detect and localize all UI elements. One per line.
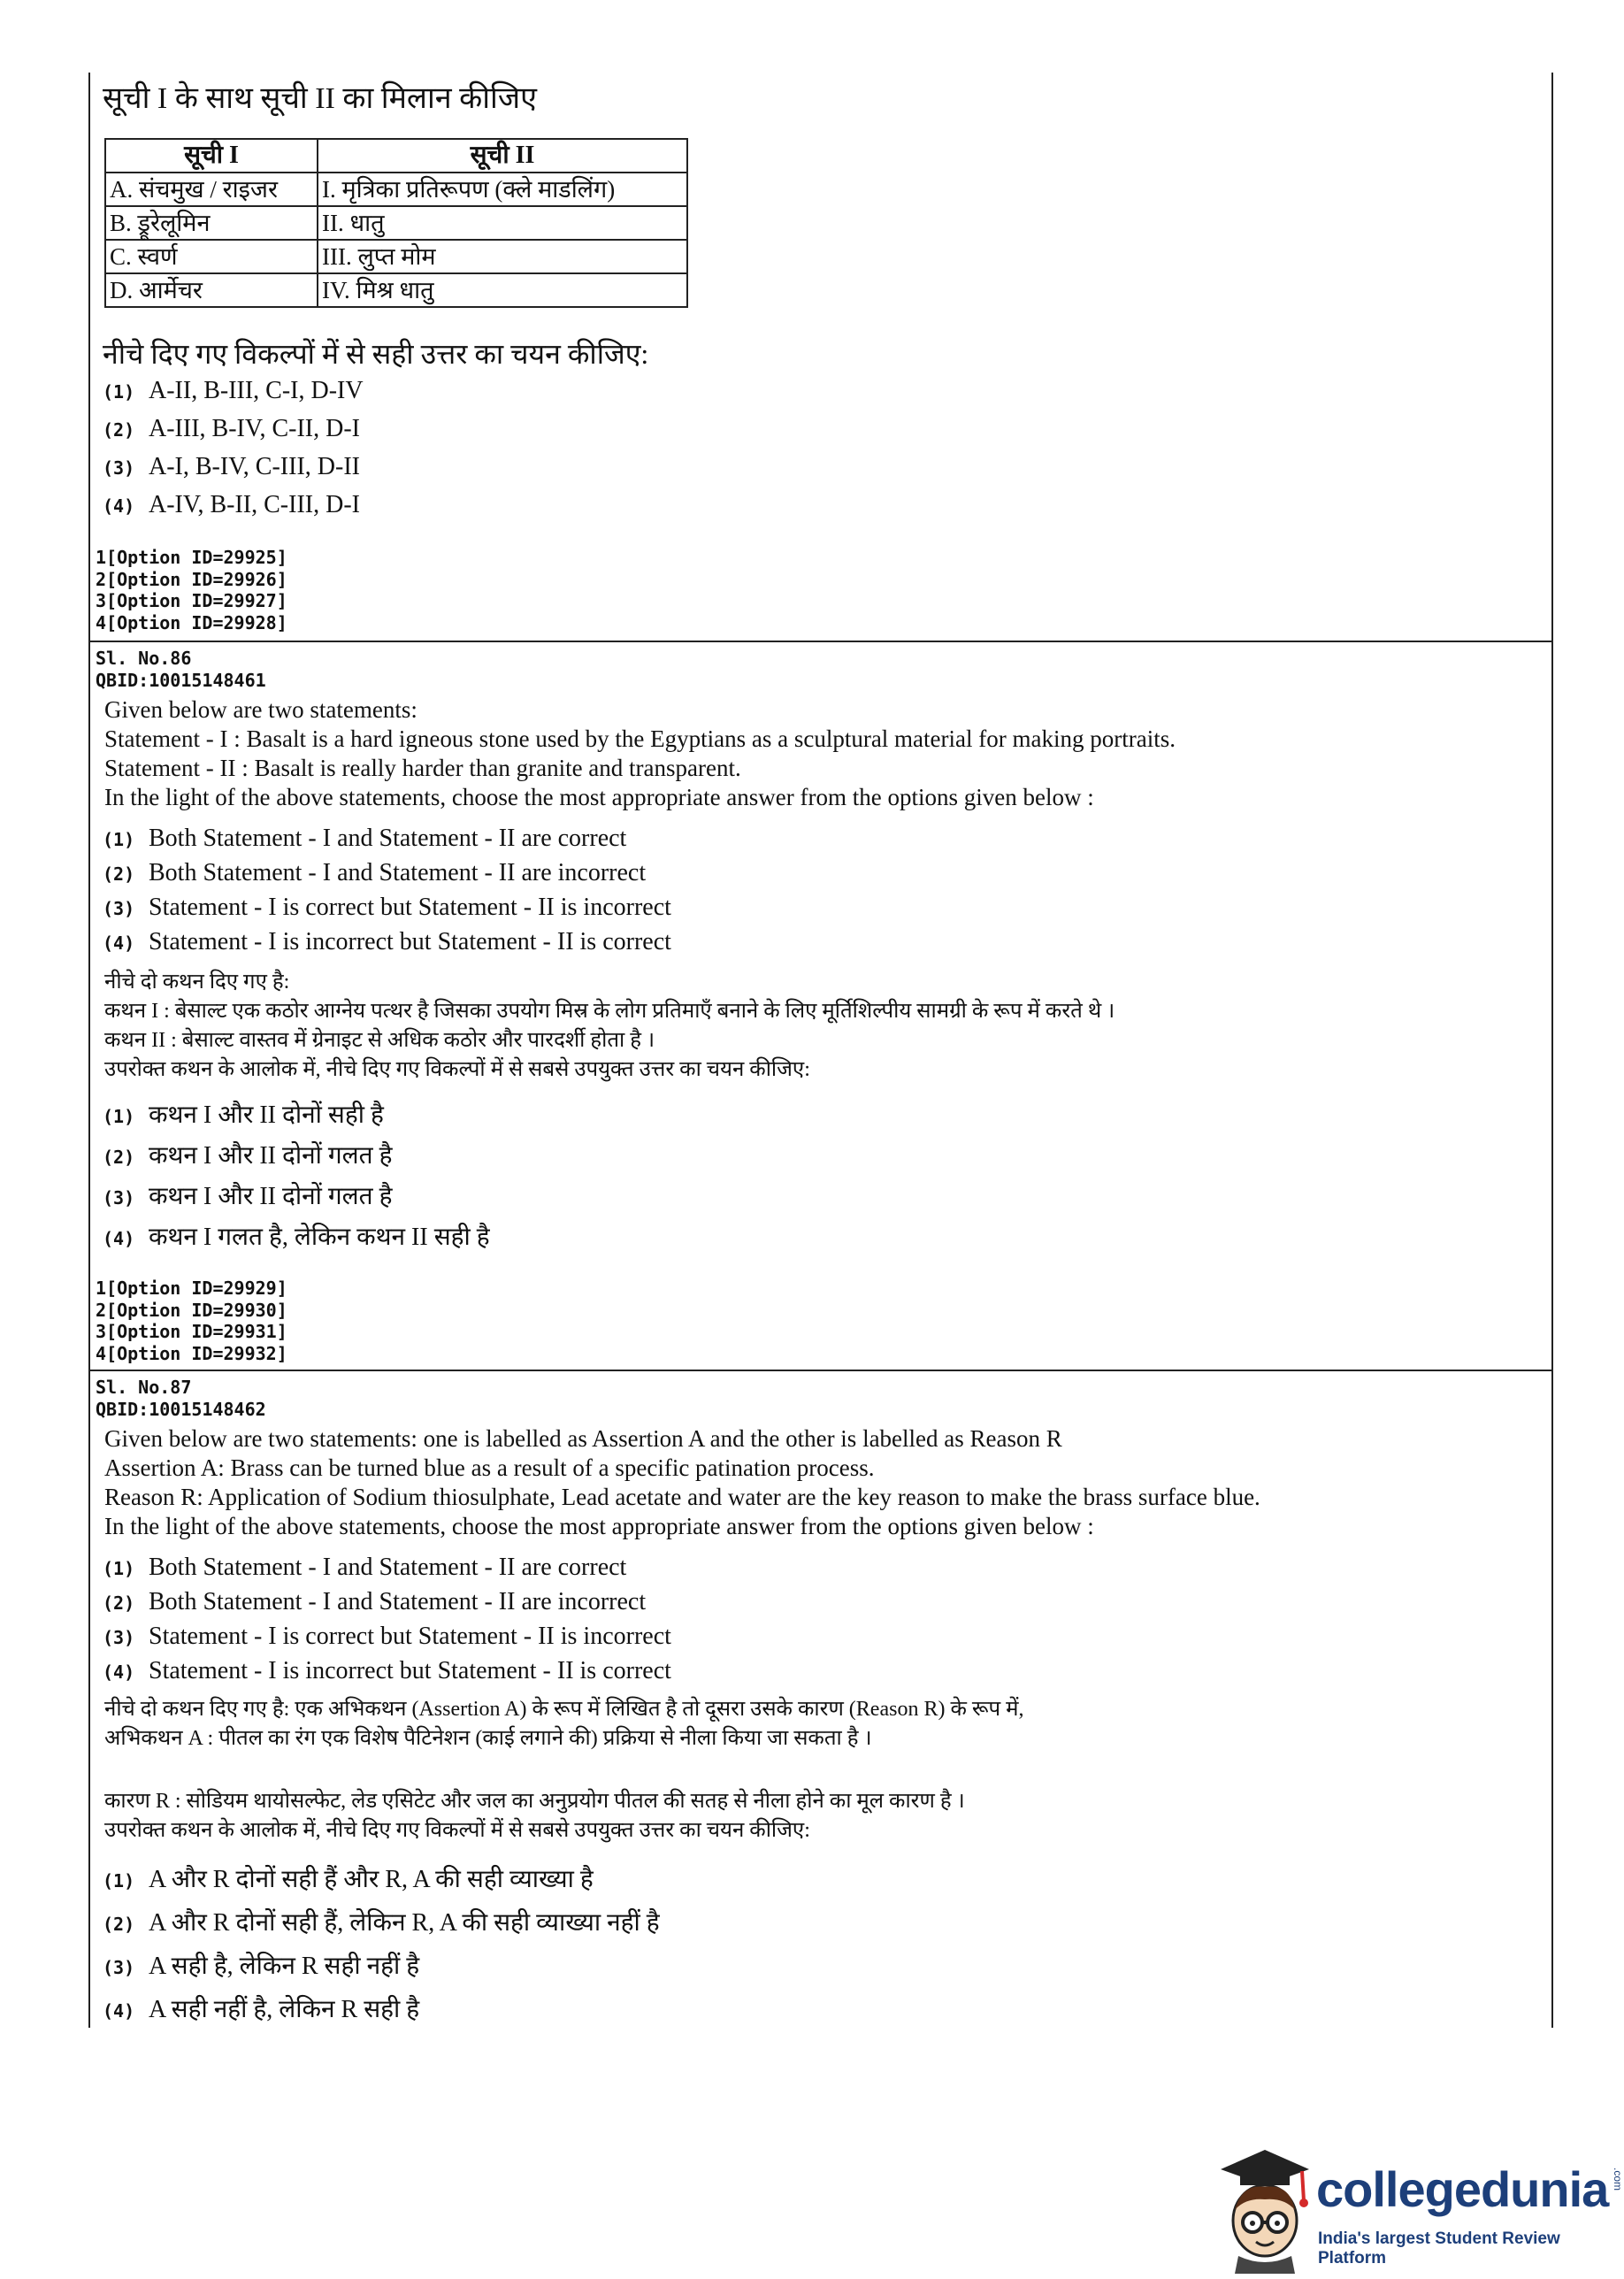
option-id: 1[Option ID=29925] [96,547,287,568]
question-line: In the light of the above statements, choose the most appropriate answer from the options given below : [104,784,1094,810]
match-heading: सूची I के साथ सूची II का मिलान कीजिए [103,82,537,115]
serial-number: Sl. No.87 [96,1377,192,1398]
table-cell: I. मृत्रिका प्रतिरूपण (क्ले माडलिंग) [318,173,687,206]
option-id: 4[Option ID=29932] [96,1342,287,1364]
option-text: A सही नहीं है, लेकिन R सही है [149,1996,420,2023]
option-item[interactable] [103,1097,384,1131]
option-text: A सही है, लेकिन R सही नहीं है [149,1953,420,1980]
question-line: नीचे दो कथन दिए गए है: [104,971,290,994]
option-number: (4) [103,1228,135,1249]
instruction-text: नीचे दिए गए विकल्पों में से सही उत्तर का चयन कीजिए: [103,338,649,370]
question-line: In the light of the above statements, choose the most appropriate answer from the options given below : [104,1513,1094,1539]
option-id: 3[Option ID=29931] [96,1321,287,1342]
option-number: (1) [103,1870,135,1891]
option-number: (3) [103,1627,135,1648]
option-id: 2[Option ID=29926] [96,568,287,590]
option-item[interactable] [103,1991,419,2025]
table-cell: IV. मिश्र धातु [318,273,687,307]
qbid: QBID:10015148461 [96,669,266,691]
question-divider [88,641,1551,642]
option-id: 4[Option ID=29928] [96,611,287,633]
question-line: Reason R: Application of Sodium thiosulphate, Lead acetate and water are the key reason to make the brass surface blue. [104,1484,1260,1510]
option-number: (2) [103,1914,135,1935]
option-item[interactable] [103,859,646,887]
table-row [105,273,687,307]
option-text: कथन I और II दोनों सही है [149,1101,384,1129]
option-id: 1[Option ID=29929] [96,1278,287,1299]
option-text: A-II, B-III, C-I, D-IV [149,377,364,404]
question-text-hi [104,968,1115,1085]
table-cell: C. स्वर्ण [105,240,318,273]
option-item[interactable] [103,1554,626,1582]
brand-name: collegedunia [1316,2161,1609,2217]
qbid: QBID:10015148462 [96,1398,266,1420]
option-id-list [96,1278,287,1364]
option-text: Both Statement - I and Statement - II are correct [149,1554,627,1581]
option-item[interactable] [103,1178,393,1212]
question-line: Given below are two statements: one is labelled as Assertion A and the other is labelled as Reason R [104,1425,1062,1452]
option-number: (1) [103,829,135,850]
table-header-row [105,139,687,173]
question-text-hi [104,1695,1024,1753]
option-item[interactable] [103,1905,660,1938]
student-mascot-icon [1203,2145,1318,2274]
option-number: (1) [103,381,135,403]
question-line: Given below are two statements: [104,696,417,723]
option-item[interactable] [103,1948,419,1982]
serial-number: Sl. No.86 [96,648,192,669]
brand-tagline: India's largest Student Review Platform [1318,2229,1560,2267]
option-number: (2) [103,1592,135,1614]
option-number: (4) [103,1661,135,1683]
match-table [104,138,688,308]
option-number: (2) [103,863,135,885]
question-line: कथन I : बेसाल्ट एक कठोर आग्नेय पत्थर है जिसका उपयोग मिस्र के लोग प्रतिमाएँ बनाने के लिए मूर्तिशिल्पीय सामग्री के रूप में करते थे । [104,1000,1115,1023]
option-item[interactable] [103,415,360,443]
brand-domain: .com [1612,2168,1624,2191]
option-number: (4) [103,495,135,517]
question-line: Assertion A: Brass can be turned blue as a result of a specific patination process. [104,1454,875,1481]
option-text: A और R दोनों सही हैं और R, A की सही व्याख्या है [149,1866,594,1893]
table-cell: III. लुप्त मोम [318,240,687,273]
option-number: (3) [103,457,135,479]
option-text: कथन I और II दोनों गलत है [149,1142,393,1170]
option-item[interactable] [103,825,626,853]
table-cell: II. धातु [318,206,687,240]
table-cell: D. आर्मेचर [105,273,318,307]
option-number: (3) [103,1957,135,1978]
option-text: Statement - I is incorrect but Statement - II is correct [149,928,671,955]
option-text: Both Statement - I and Statement - II are correct [149,825,627,852]
collegedunia-logo[interactable] [1203,2141,1624,2274]
option-item[interactable] [103,1219,490,1253]
option-item[interactable] [103,453,360,481]
option-id: 2[Option ID=29930] [96,1299,287,1321]
option-text: Statement - I is correct but Statement - II is incorrect [149,1623,671,1650]
option-number: (3) [103,1187,135,1209]
option-number: (4) [103,932,135,954]
option-number: (2) [103,419,135,441]
question-line: कथन II : बेसाल्ट वास्तव में ग्रेनाइट से अधिक कठोर और पारदर्शी होता है । [104,1029,655,1052]
option-text: A-I, B-IV, C-III, D-II [149,453,360,480]
option-number: (4) [103,2000,135,2022]
option-item[interactable] [103,1623,671,1651]
question-line: कारण R : सोडियम थायोसल्फेट, लेड एसिटेट और जल का अनुप्रयोग पीतल की सतह से नीला होने का मूल कारण है । [104,1790,965,1813]
question-text-hi [104,1787,965,1845]
question-line: उपरोक्त कथन के आलोक में, नीचे दिए गए विकल्पों में से सबसे उपयुक्त उत्तर का चयन कीजिए: [104,1819,810,1842]
question-line: Statement - I : Basalt is a hard igneous stone used by the Egyptians as a sculptural material for making portraits. [104,725,1176,752]
option-text: Both Statement - I and Statement - II are incorrect [149,859,647,886]
option-text: Statement - I is correct but Statement - II is incorrect [149,894,671,921]
option-item[interactable] [103,1861,594,1895]
option-text: A और R दोनों सही हैं, लेकिन R, A की सही व्याख्या नहीं है [149,1909,660,1937]
option-text: Both Statement - I and Statement - II are incorrect [149,1588,647,1615]
question-text-en [104,1424,1260,1541]
option-text: Statement - I is incorrect but Statement - II is correct [149,1657,671,1684]
option-item[interactable] [103,1138,393,1171]
table-header: सूची I [105,139,318,173]
option-item[interactable] [103,894,671,922]
option-item[interactable] [103,1588,646,1616]
option-text: कथन I और II दोनों गलत है [149,1183,393,1210]
question-line: Statement - II : Basalt is really harder than granite and transparent. [104,755,741,781]
option-id-list [96,547,287,633]
question-line: उपरोक्त कथन के आलोक में, नीचे दिए गए विकल्पों में से सबसे उपयुक्त उत्तर का चयन कीजिए: [104,1058,810,1081]
option-text: A-IV, B-II, C-III, D-I [149,491,360,518]
option-id: 3[Option ID=29927] [96,590,287,611]
option-item[interactable] [103,1657,671,1685]
question-divider [88,1370,1551,1371]
option-item[interactable] [103,491,360,519]
table-cell: B. ड्रूरेलूमिन [105,206,318,240]
question-line: नीचे दो कथन दिए गए है: एक अभिकथन (Assertion A) के रूप में लिखित है तो दूसरा उसके कारण (Reason R) के रूप में, [104,1698,1024,1721]
option-number: (2) [103,1147,135,1168]
question-text-en [104,695,1176,812]
table-row [105,173,687,206]
table-cell: A. संचमुख / राइजर [105,173,318,206]
question-meta [96,1377,266,1420]
table-row [105,240,687,273]
option-text: कथन I गलत है, लेकिन कथन II सही है [149,1224,490,1251]
question-line: अभिकथन A : पीतल का रंग एक विशेष पैटिनेशन (काई लगाने की) प्रक्रिया से नीला किया जा सकता है । [104,1727,872,1750]
table-header: सूची II [318,139,687,173]
option-number: (1) [103,1106,135,1127]
question-meta [96,648,266,691]
option-number: (1) [103,1558,135,1579]
option-text: A-III, B-IV, C-II, D-I [149,415,360,442]
option-item[interactable] [103,928,671,956]
table-row [105,206,687,240]
option-number: (3) [103,898,135,919]
option-item[interactable] [103,377,364,405]
